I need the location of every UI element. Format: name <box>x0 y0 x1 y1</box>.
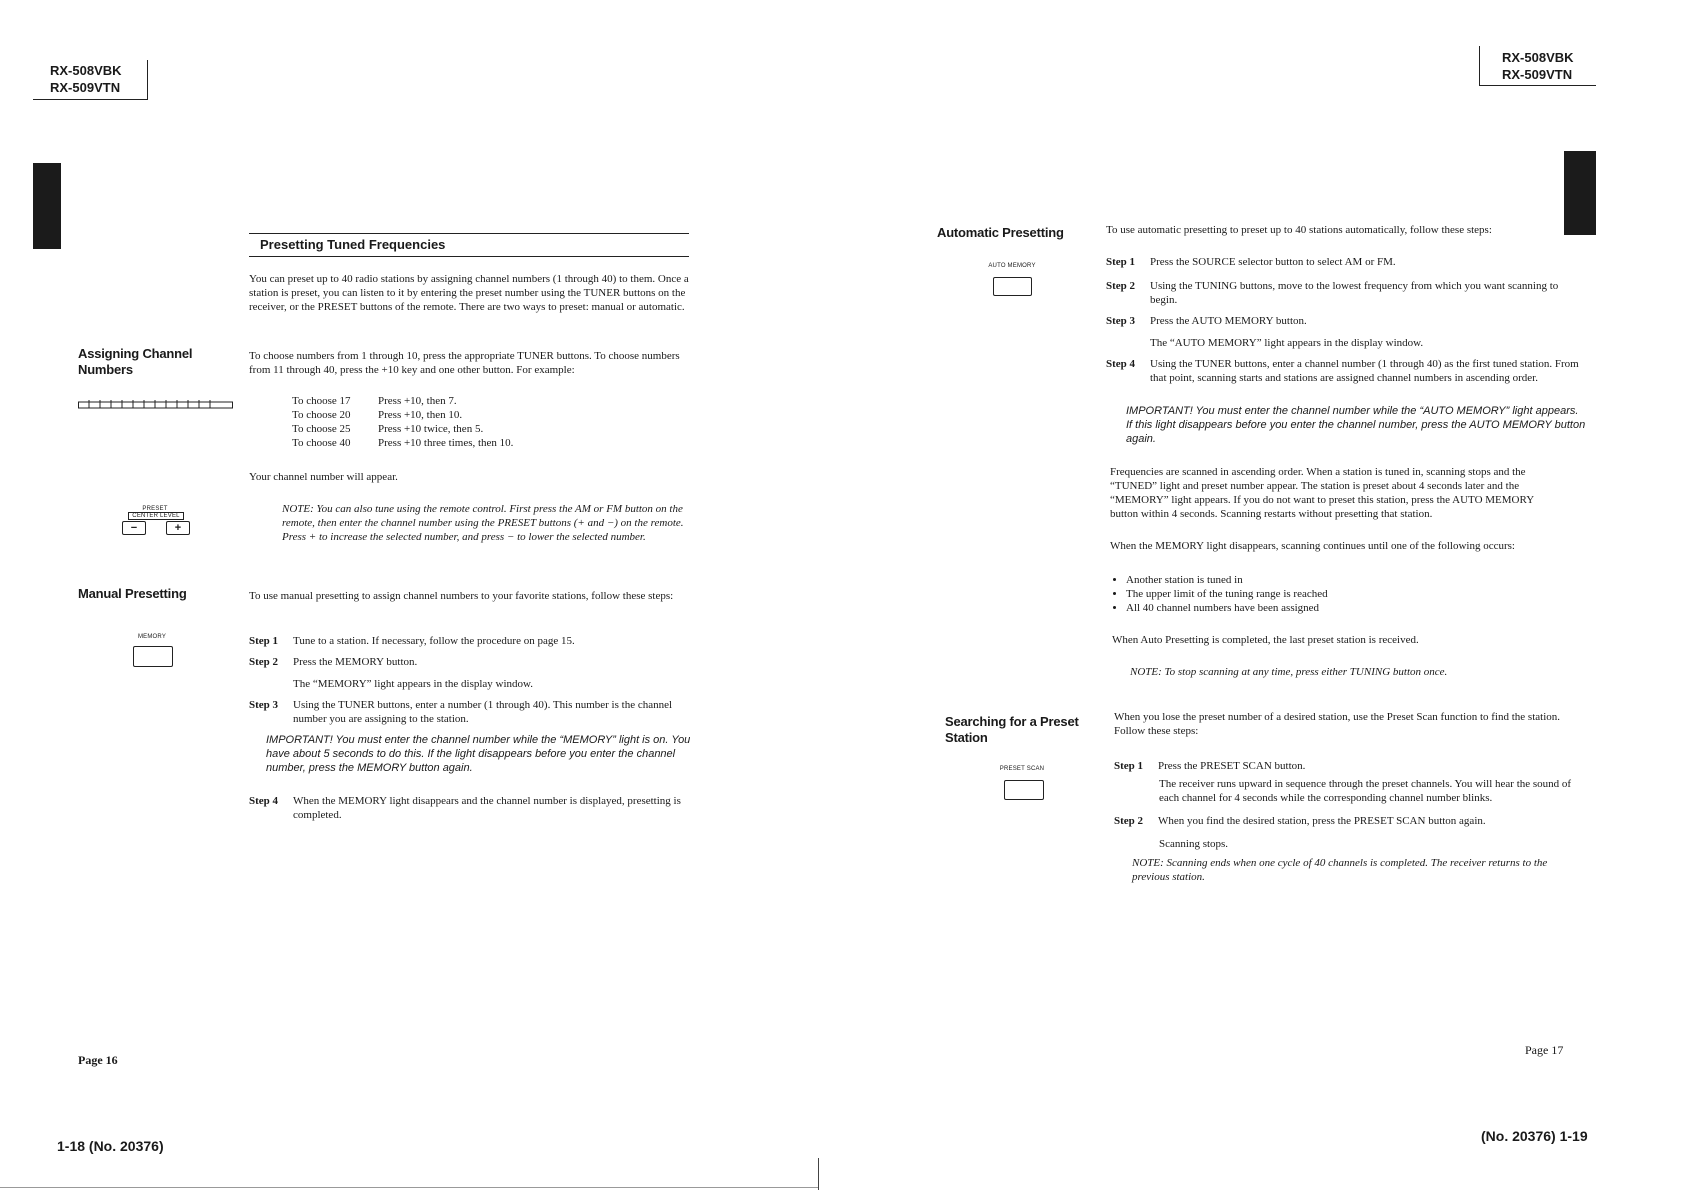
example-action: Press +10 twice, then 5. <box>378 423 484 435</box>
step-label: Step 4 <box>249 795 279 807</box>
assigning-heading: Assigning Channel Numbers <box>78 346 193 377</box>
automatic-intro: To use automatic presetting to preset up to 40 stations automatically, follow these steps: <box>1106 224 1492 236</box>
step-text: Press the AUTO MEMORY button. <box>1150 315 1307 327</box>
step-text: The “MEMORY” light appears in the display window. <box>293 678 534 690</box>
search-step-detail <box>1159 837 1584 851</box>
step-text: When the MEMORY light disappears and the channel number is displayed, presetting is completed. <box>293 795 681 821</box>
step-text: Using the TUNING buttons, move to the lowest frequency from which you want scanning to begin. <box>1150 280 1559 306</box>
list-item: • The upper limit of the tuning range is reached <box>1126 587 1572 601</box>
header-divider <box>1479 85 1596 86</box>
channel-appear-text: Your channel number will appear. <box>249 471 398 483</box>
left-model-header <box>50 62 146 96</box>
auto-step <box>1106 314 1576 328</box>
example-row <box>292 422 592 436</box>
remote-note: NOTE: You can also tune using the remote control. First press the AM or FM button on the remote, then enter the channel number using the PRESET buttons (+ and −) on the remote. Press + to increase the selected number, and press − to lower the selected number. <box>282 503 684 543</box>
searching-intro: When you lose the preset number of a desired station, use the Preset Scan function to find the station. Follow these steps: <box>1114 711 1560 737</box>
step-label: Step 3 <box>249 699 279 711</box>
example-choose: To choose 17 <box>292 395 351 407</box>
step-text: Press the SOURCE selector button to select AM or FM. <box>1150 256 1396 268</box>
page-fold <box>818 1158 819 1190</box>
model-line: RX-509VTN <box>1502 67 1573 82</box>
intro-paragraph: You can preset up to 40 radio stations by assigning channel numbers (1 through 40) to them. Once a station is preset, you can listen to it by entering the preset number using the TUNER buttons on the receiver, or the PRESET buttons of the remote. There are two ways to preset: manual or automatic. <box>249 273 689 313</box>
assigning-text: To choose numbers from 1 through 10, press the appropriate TUNER buttons. To choose numbers from 11 through 40, press the +10 key and one other button. For example: <box>249 350 680 376</box>
search-step-detail <box>1159 777 1584 805</box>
memory-paragraph: When the MEMORY light disappears, scanning continues until one of the following occurs: <box>1110 540 1515 552</box>
step-text: Press the PRESET SCAN button. <box>1158 760 1306 772</box>
step-text: When you find the desired station, press the PRESET SCAN button again. <box>1158 815 1486 827</box>
search-step <box>1114 814 1584 828</box>
step-text: Scanning stops. <box>1159 838 1229 850</box>
preset-scan-button-icon <box>1004 780 1044 800</box>
auto-step <box>1106 279 1580 307</box>
header-divider <box>147 60 148 100</box>
model-line: RX-508VBK <box>50 63 122 78</box>
example-action: Press +10 three times, then 10. <box>378 437 514 449</box>
example-choose: To choose 20 <box>292 409 351 421</box>
manual-step <box>249 634 692 648</box>
auto-memory-button-icon <box>993 277 1032 296</box>
completed-paragraph: When Auto Presetting is completed, the last preset station is received. <box>1112 634 1419 646</box>
center-level-label: CENTER LEVEL <box>128 512 184 520</box>
example-choose: To choose 25 <box>292 423 351 435</box>
example-row <box>292 436 592 450</box>
manual-step <box>249 794 695 822</box>
list-item: • All 40 channel numbers have been assigned <box>1126 601 1572 615</box>
step-text: The “AUTO MEMORY” light appears in the display window. <box>1150 337 1424 349</box>
example-row <box>292 408 592 422</box>
step-label: Step 2 <box>249 656 279 668</box>
preset-minus-button: − <box>122 521 146 535</box>
manual-step-detail <box>293 677 693 691</box>
searching-heading: Searching for a Preset Station <box>945 714 1079 745</box>
auto-note: NOTE: To stop scanning at any time, press either TUNING button once. <box>1130 666 1448 678</box>
example-action: Press +10, then 10. <box>378 409 463 421</box>
frequencies-paragraph: Frequencies are scanned in ascending order. When a station is tuned in, scanning stops and the “TUNED” light and preset number appear. The station is preset about 4 seconds later and the “MEMORY” light appears. If you do not want to preset this station, press the AUTO MEMORY button within 4 seconds. Scanning restarts without presetting that station. <box>1110 466 1534 520</box>
step-label: Step 2 <box>1114 815 1144 827</box>
step-label: Step 3 <box>1106 315 1136 327</box>
manual-step <box>249 655 692 669</box>
step-label: Step 4 <box>1106 358 1136 370</box>
section-title-rule <box>249 256 689 257</box>
end-conditions-list <box>1112 573 1572 615</box>
automatic-heading: Automatic Presetting <box>937 225 1064 240</box>
manual-heading: Manual Presetting <box>78 586 187 601</box>
preset-label: PRESET <box>142 506 168 512</box>
step-label: Step 1 <box>249 635 279 647</box>
tuner-buttons-strip <box>78 396 233 406</box>
step-text: The receiver runs upward in sequence through the preset channels. You will hear the sound of each channel for 4 seconds while the corresponding channel number blinks. <box>1159 778 1572 804</box>
auto-step-detail <box>1150 336 1580 350</box>
auto-step <box>1106 357 1580 385</box>
list-item: • Another station is tuned in <box>1126 573 1572 587</box>
search-step <box>1114 759 1584 773</box>
preset-scan-button-label: PRESET SCAN <box>999 766 1045 772</box>
right-model-header <box>1502 49 1602 83</box>
search-note: NOTE: Scanning ends when one cycle of 40 channels is completed. The receiver returns to the previous station. <box>1132 857 1548 883</box>
preset-button-illustration <box>120 506 190 536</box>
manual-important: IMPORTANT! You must enter the channel number while the “MEMORY” light is on. You have about 5 seconds to do this. If the light disappears before you enter the channel number, press the MEMORY button again. <box>266 734 691 774</box>
memory-button-icon <box>133 646 173 667</box>
model-line: RX-509VTN <box>50 80 121 95</box>
example-row <box>292 394 592 408</box>
left-page-number: Page 16 <box>78 1053 118 1067</box>
example-choose: To choose 40 <box>292 437 351 449</box>
bottom-edge-line <box>0 1187 818 1188</box>
header-divider <box>1479 46 1480 86</box>
step-label: Step 2 <box>1106 280 1136 292</box>
step-label: Step 1 <box>1106 256 1136 268</box>
auto-memory-button-label: AUTO MEMORY <box>988 263 1036 269</box>
memory-button-label: MEMORY <box>137 634 167 640</box>
auto-step <box>1106 255 1576 269</box>
step-text: Using the TUNER buttons, enter a channel number (1 through 40) as the first tuned station. From that point, scanning starts and stations are assigned channel numbers in ascending order. <box>1150 358 1579 384</box>
example-action: Press +10, then 7. <box>378 395 457 407</box>
manual-intro: To use manual presetting to assign channel numbers to your favorite stations, follow these steps: <box>249 590 674 602</box>
auto-important: IMPORTANT! You must enter the channel number while the “AUTO MEMORY” light appears. If this light disappears before you enter the channel number, press the AUTO MEMORY button again. <box>1126 405 1586 445</box>
step-text: Tune to a station. If necessary, follow the procedure on page 15. <box>293 635 575 647</box>
examples-list <box>292 394 592 450</box>
step-label: Step 1 <box>1114 760 1144 772</box>
right-page-number: Page 17 <box>1525 1043 1564 1057</box>
left-footer: 1-18 (No. 20376) <box>57 1138 164 1154</box>
header-divider <box>33 99 148 100</box>
left-edge-tab <box>33 163 61 249</box>
step-text: Press the MEMORY button. <box>293 656 418 668</box>
section-title-rule <box>249 233 689 234</box>
preset-plus-button: + <box>166 521 190 535</box>
model-line: RX-508VBK <box>1502 50 1574 65</box>
manual-step <box>249 698 695 726</box>
section-title: Presetting Tuned Frequencies <box>260 237 446 252</box>
right-footer: (No. 20376) 1-19 <box>1481 1128 1588 1144</box>
step-text: Using the TUNER buttons, enter a number (1 through 40). This number is the channel number you are assigning to the station. <box>293 699 673 725</box>
